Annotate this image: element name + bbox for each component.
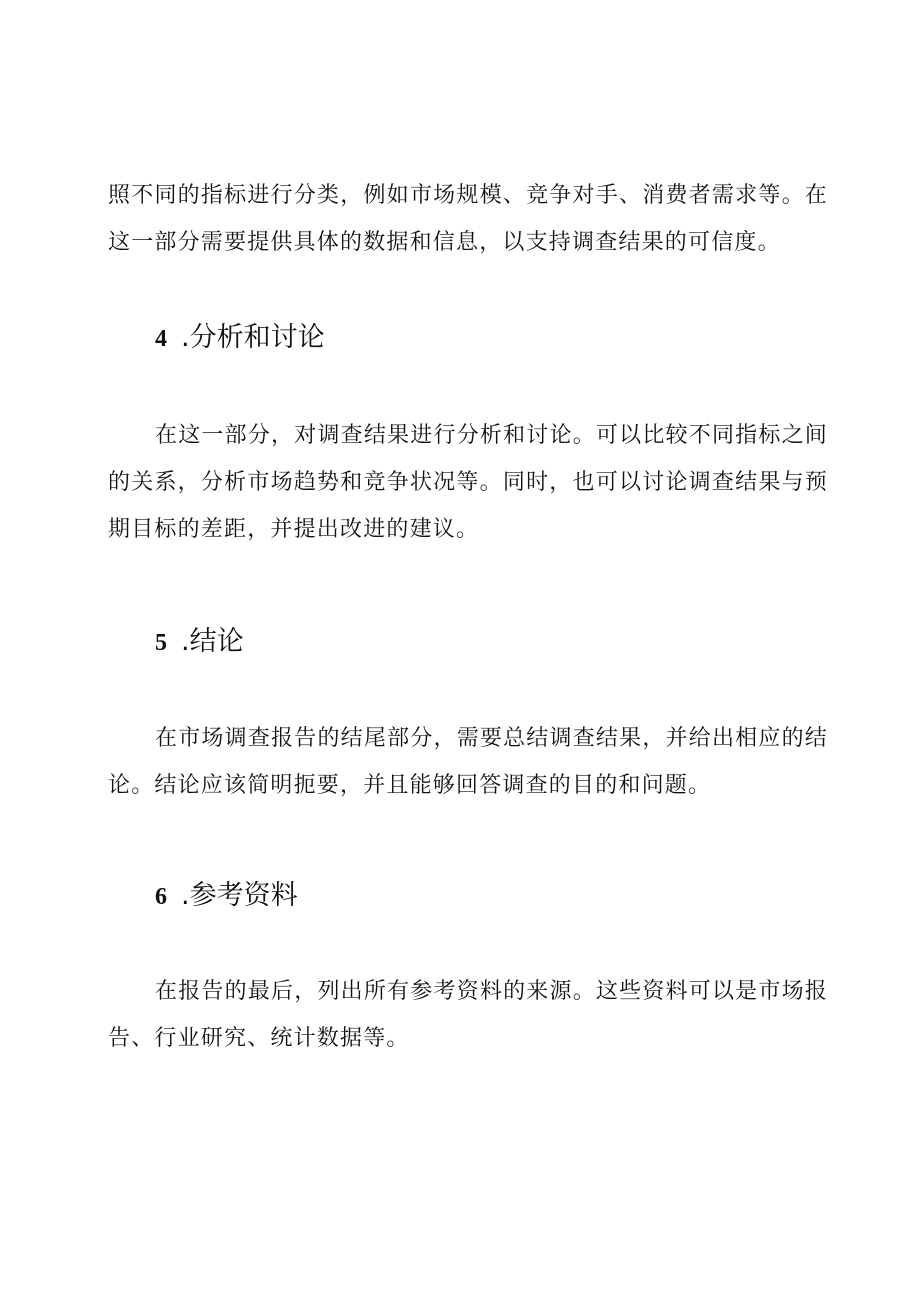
- section-body-references: 在报告的最后，列出所有参考资料的来源。这些资料可以是市场报告、行业研究、统计数据等。: [108, 979, 828, 1051]
- section-number: 4: [155, 326, 167, 352]
- section-number: 6: [155, 884, 167, 910]
- section-heading-references: [155, 876, 298, 917]
- section-heading-conclusion: [155, 622, 244, 663]
- section-heading-analysis: [155, 318, 325, 359]
- section-title: .参考资料: [181, 880, 298, 911]
- section-number: 5: [155, 630, 167, 656]
- section-body-conclusion: 在市场调查报告的结尾部分，需要总结调查结果，并给出相应的结论。结论应该简明扼要，并且能够回答调查的目的和问题。: [108, 726, 828, 798]
- section-body-analysis: 在这一部分，对调查结果进行分析和讨论。可以比较不同指标之间的关系，分析市场趋势和竞争状况等。同时，也可以讨论调查结果与预期目标的差距，并提出改进的建议。: [108, 423, 828, 542]
- section-title: .分析和讨论: [181, 322, 325, 353]
- continued-paragraph: 照不同的指标进行分类，例如市场规模、竞争对手、消费者需求等。在这一部分需要提供具体的数据和信息，以支持调查结果的可信度。: [108, 183, 828, 255]
- section-title: .结论: [181, 626, 244, 657]
